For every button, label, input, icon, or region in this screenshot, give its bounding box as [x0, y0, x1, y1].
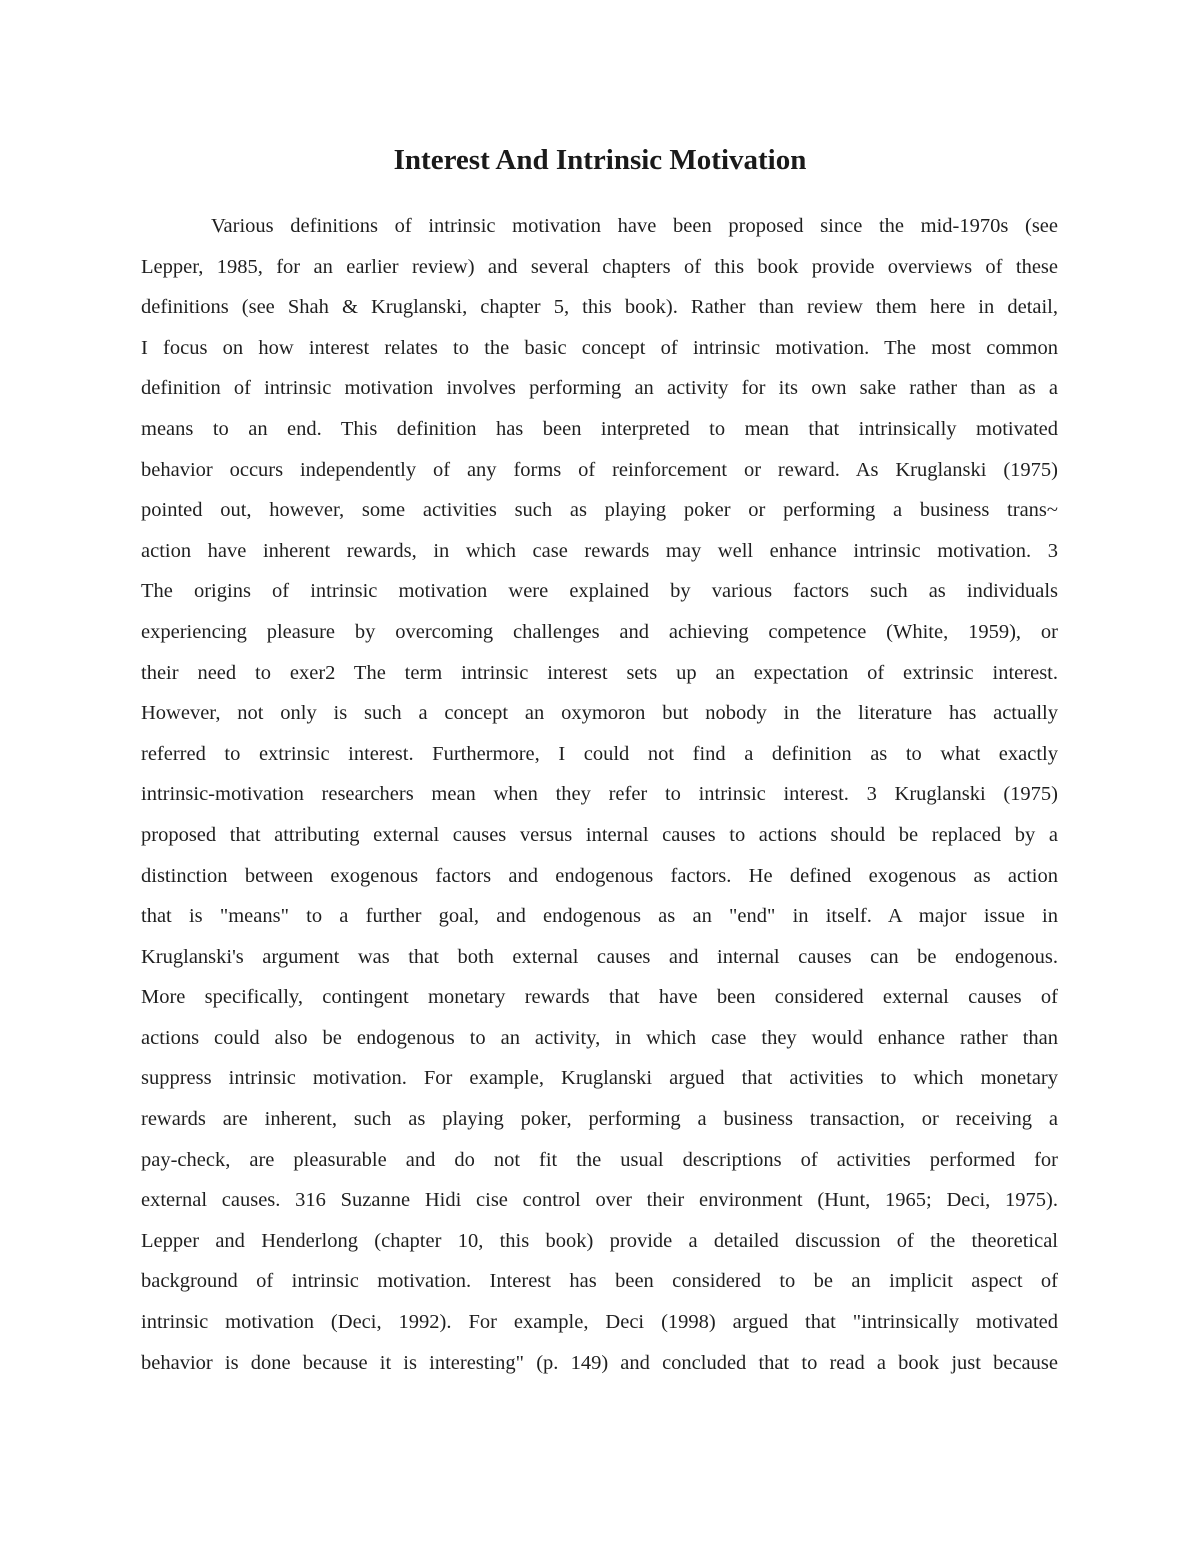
- text-line: suppress intrinsic motivation. For example, Kruglanski argued that activities to which monetary: [141, 1067, 1058, 1090]
- text-line: that is "means" to a further goal, and endogenous as an "end" in itself. A major issue in: [141, 905, 1058, 928]
- document-title: Interest And Intrinsic Motivation: [393, 144, 807, 176]
- text-line: actions could also be endogenous to an activity, in which case they would enhance rather than: [141, 1026, 1058, 1049]
- text-line: behavior occurs independently of any forms of reinforcement or reward. As Kruglanski (1975): [141, 458, 1058, 481]
- text-line: distinction between exogenous factors and endogenous factors. He defined exogenous as action: [141, 864, 1058, 887]
- text-line: However, not only is such a concept an oxymoron but nobody in the literature has actually: [141, 702, 1058, 725]
- text-line: definitions (see Shah & Kruglanski, chapter 5, this book). Rather than review them here in detail,: [141, 296, 1058, 319]
- text-line: More specifically, contingent monetary rewards that have been considered external causes of: [141, 986, 1058, 1009]
- text-line: Lepper and Henderlong (chapter 10, this book) provide a detailed discussion of the theoretical: [141, 1229, 1058, 1252]
- text-line: rewards are inherent, such as playing poker, performing a business transaction, or receiving a: [141, 1108, 1058, 1131]
- text-line: external causes. 316 Suzanne Hidi cise control over their environment (Hunt, 1965; Deci, 1975).: [141, 1189, 1058, 1212]
- text-line: The origins of intrinsic motivation were explained by various factors such as individuals: [141, 580, 1058, 603]
- text-line: referred to extrinsic interest. Furthermore, I could not find a definition as to what exactly: [141, 742, 1058, 765]
- text-line: proposed that attributing external causes versus internal causes to actions should be replaced by a: [141, 823, 1058, 846]
- body-paragraph: [141, 206, 1058, 1383]
- text-line: definition of intrinsic motivation involves performing an activity for its own sake rather than as a: [141, 377, 1058, 400]
- text-line: pointed out, however, some activities such as playing poker or performing a business trans~: [141, 499, 1058, 522]
- text-line: intrinsic motivation (Deci, 1992). For example, Deci (1998) argued that "intrinsically motivated: [141, 1311, 1058, 1334]
- text-line: action have inherent rewards, in which case rewards may well enhance intrinsic motivation. 3: [141, 539, 1058, 562]
- text-line: background of intrinsic motivation. Interest has been considered to be an implicit aspect of: [141, 1270, 1058, 1293]
- text-line: behavior is done because it is interesting" (p. 149) and concluded that to read a book just because: [141, 1351, 1058, 1374]
- text-line: I focus on how interest relates to the basic concept of intrinsic motivation. The most common: [141, 336, 1058, 359]
- text-line: their need to exer2 The term intrinsic interest sets up an expectation of extrinsic interest.: [141, 661, 1058, 684]
- text-line: Lepper, 1985, for an earlier review) and several chapters of this book provide overviews of these: [141, 255, 1058, 278]
- text-line: Various definitions of intrinsic motivation have been proposed since the mid-1970s (see: [211, 215, 1058, 237]
- text-line: experiencing pleasure by overcoming challenges and achieving competence (White, 1959), or: [141, 620, 1058, 643]
- text-line: intrinsic-motivation researchers mean when they refer to intrinsic interest. 3 Kruglanski (1975): [141, 783, 1058, 806]
- text-line: Kruglanski's argument was that both external causes and internal causes can be endogenous.: [141, 945, 1058, 968]
- text-line: means to an end. This definition has been interpreted to mean that intrinsically motivated: [141, 417, 1058, 440]
- text-line: pay-check, are pleasurable and do not fit the usual descriptions of activities performed for: [141, 1148, 1058, 1171]
